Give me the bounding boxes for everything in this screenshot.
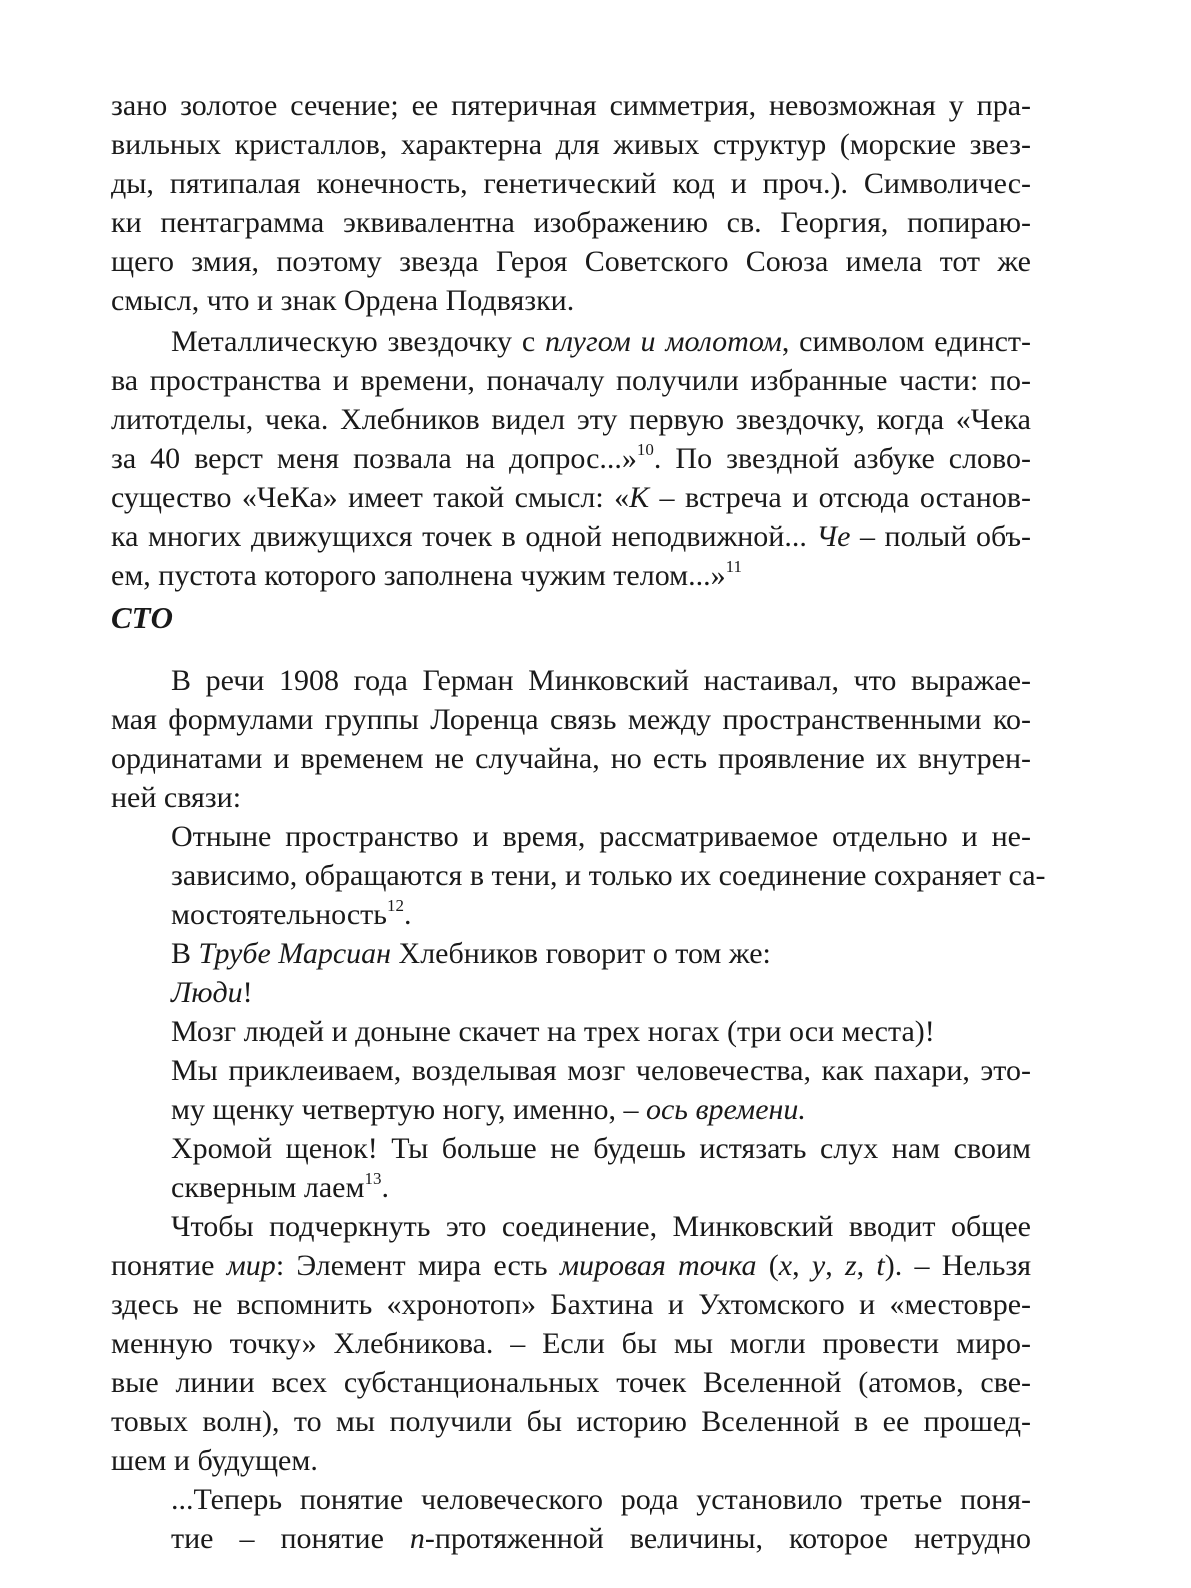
quote-line: Люди! bbox=[171, 976, 253, 1009]
quote-line: Мозг людей и доныне скачет на трех ногах (три оси места)! bbox=[171, 1015, 935, 1048]
quote-line: зависимо, обращаются в тени, и только их соединение сохраняет са- bbox=[171, 859, 1046, 892]
text-line: щего змия, поэтому звезда Героя Советского Союза имела тот же bbox=[111, 245, 1031, 278]
text-line: мая формулами группы Лоренца связь между пространственными ко- bbox=[111, 703, 1031, 736]
text-line: существо «ЧеКа» имеет такой смысл: «К – встреча и отсюда останов- bbox=[111, 481, 1031, 514]
text-line: вые линии всех субстанциональных точек Вселенной (атомов, све- bbox=[111, 1366, 1031, 1399]
text-line: Металлическую звездочку с плугом и молотом, символом единст- bbox=[171, 325, 1032, 358]
text-line: вильных кристаллов, характерна для живых структур (морские звез- bbox=[111, 128, 1031, 161]
text-line: товых волн), то мы получили бы историю Вселенной в ее прошед- bbox=[111, 1405, 1031, 1438]
quote-line: му щенку четвертую ногу, именно, – ось времени. bbox=[171, 1093, 806, 1126]
footnote-ref: 13 bbox=[364, 1169, 382, 1188]
text-line: литотделы, чека. Хлебников видел эту первую звездочку, когда «Чека bbox=[111, 403, 1031, 436]
text-line: смысл, что и знак Ордена Подвязки. bbox=[111, 284, 575, 317]
text-line: ды, пятипалая конечность, генетический код и проч.). Символичес- bbox=[111, 167, 1031, 200]
text-line: В Трубе Марсиан Хлебников говорит о том же: bbox=[171, 937, 771, 970]
footnote-ref: 10 bbox=[636, 440, 654, 459]
quote-line: мостоятельность$^{12}$. bbox=[171, 896, 412, 931]
text-line: зано золотое сечение; ее пятеричная симметрия, невозможная у пра- bbox=[111, 89, 1031, 122]
quote-line: Мы приклеиваем, возделывая мозг человечества, как пахари, это- bbox=[171, 1054, 1031, 1087]
text-line: Чтобы подчеркнуть это соединение, Минковский вводит общее bbox=[171, 1210, 1031, 1243]
footnote-ref: 12 bbox=[386, 896, 404, 915]
text-line: ва пространства и времени, поначалу получили избранные части: по- bbox=[111, 364, 1031, 397]
text-line: ем, пустота которого заполнена чужим телом...»$^{11}$ bbox=[111, 557, 742, 592]
text-line: ка многих движущихся точек в одной неподвижной... Че – полый объ- bbox=[111, 520, 1031, 553]
text-line: за 40 верст меня позвала на допрос...»$^{10}$. По звездной азбуке слово- bbox=[111, 440, 1032, 475]
quote-line: ...Теперь понятие человеческого рода установило третье поня- bbox=[171, 1483, 1031, 1516]
text-line: шем и будущем. bbox=[111, 1444, 318, 1477]
text-line: здесь не вспомнить «хронотоп» Бахтина и Ухтомского и «местовре- bbox=[111, 1288, 1031, 1321]
quote-line: Хромой щенок! Ты больше не будешь истязать слух нам своим bbox=[171, 1132, 1031, 1165]
text-line: понятие мир: Элемент мира есть мировая точка (x, y, z, t). – Нельзя bbox=[111, 1249, 1032, 1282]
quote-line: скверным лаем$^{13}$. bbox=[171, 1169, 389, 1204]
section-heading: СТО bbox=[111, 600, 173, 635]
footnote-ref: 11 bbox=[725, 557, 742, 576]
text-line: ки пентаграмма эквивалентна изображению св. Георгия, попираю- bbox=[111, 206, 1031, 239]
text-line: менную точку» Хлебникова. – Если бы мы могли провести миро- bbox=[111, 1327, 1031, 1360]
text-line: В речи 1908 года Герман Минковский настаивал, что выражае- bbox=[171, 664, 1031, 697]
quote-line: тие – понятие n-протяженной величины, которое нетрудно bbox=[171, 1522, 1031, 1555]
text-line: ней связи: bbox=[111, 781, 242, 814]
text-line: ординатами и временем не случайна, но есть проявление их внутрен- bbox=[111, 742, 1031, 775]
quote-line: Отныне пространство и время, рассматриваемое отдельно и не- bbox=[171, 820, 1031, 853]
